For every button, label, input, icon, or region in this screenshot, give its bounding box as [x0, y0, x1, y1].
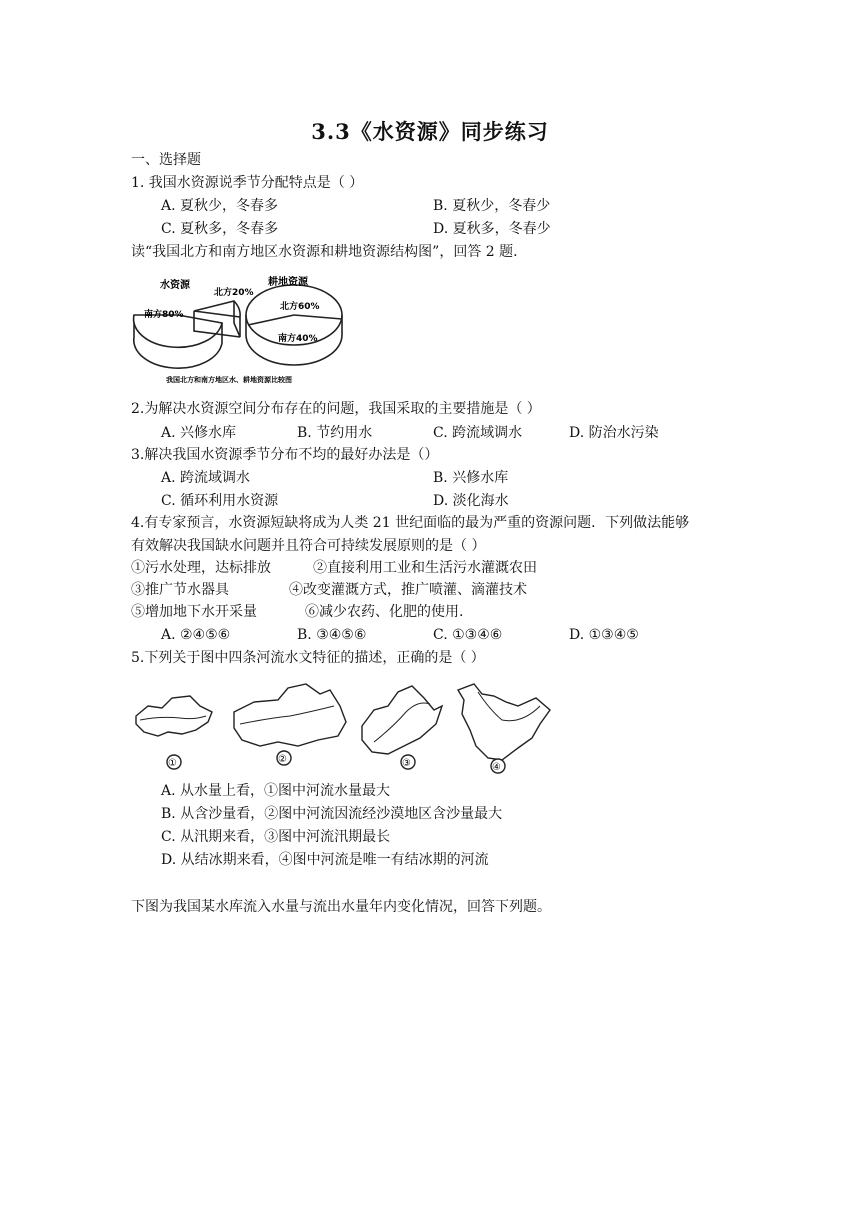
q5-stem: 5.下列关于图中四条河流水文特征的描述，正确的是（ ）: [131, 650, 485, 666]
q1-option-c: C. 夏秋多，冬春多: [161, 221, 279, 237]
pie-right-south: 南方40%: [278, 334, 318, 344]
q5-option-c: C. 从汛期来看，③图中河流汛期最长: [161, 829, 391, 845]
q4-stem-line1: 4.有专家预言，水资源短缺将成为人类 21 世纪面临的最为严重的资源问题．下列做法能够: [131, 515, 690, 531]
read-intro: 读“我国北方和南方地区水资源和耕地资源结构图”，回答 2 题.: [131, 244, 518, 260]
river-maps-figure: [130, 676, 552, 774]
q5-option-d: D. 从结冰期来看，④图中河流是唯一有结冰期的河流: [161, 852, 489, 868]
q4-option-b: B. ③④⑤⑥: [297, 627, 367, 643]
q4-stem-line2: 有效解决我国缺水问题并且符合可持续发展原则的是（ ）: [131, 538, 486, 554]
q3-stem: 3.解决我国水资源季节分布不均的最好办法是（）: [131, 447, 439, 463]
q4-item-5: ⑤增加地下水开采量: [131, 604, 257, 620]
q3-option-a: A. 跨流域调水: [161, 470, 251, 486]
q4-item-2: ②直接利用工业和生活污水灌溉农田: [313, 560, 537, 576]
final-intro: 下图为我国某水库流入水量与流出水量年内变化情况，回答下列题。: [131, 899, 551, 915]
q5-option-b: B. 从含沙量看，②图中河流因流经沙漠地区含沙量最大: [161, 806, 503, 822]
page-title: 3.3《水资源》同步练习: [311, 119, 549, 144]
q3-option-c: C. 循环利用水资源: [161, 493, 279, 509]
pie-left-title: 水资源: [160, 280, 190, 291]
q1-option-d: D. 夏秋多，冬春少: [433, 221, 551, 237]
water-farmland-pie-figure: [130, 271, 350, 389]
q2-option-c: C. 跨流域调水: [433, 425, 523, 441]
q1-option-a: A. 夏秋少，冬春多: [161, 198, 279, 214]
q2-option-a: A. 兴修水库: [161, 425, 237, 441]
q4-item-1: ①污水处理，达标排放: [131, 560, 271, 576]
q3-option-b: B. 兴修水库: [433, 470, 509, 486]
q1-stem: 1. 我国水资源说季节分配特点是（ ）: [131, 175, 364, 191]
map-label-1: ①: [168, 758, 177, 769]
q2-option-d: D. 防治水污染: [569, 425, 659, 441]
q4-option-d: D. ①③④⑤: [569, 627, 639, 643]
pie-right-title: 耕地资源: [268, 277, 308, 288]
map-label-3: ③: [402, 758, 411, 769]
pie-left-north: 北方20%: [214, 288, 254, 298]
pie-caption: 我国北方和南方地区水、耕地资源比较图: [166, 376, 292, 384]
map-label-2: ②: [278, 754, 287, 765]
q4-option-c: C. ①③④⑥: [433, 627, 503, 643]
q3-option-d: D. 淡化海水: [433, 493, 509, 509]
pie-right-north: 北方60%: [280, 302, 320, 312]
q2-stem: 2.为解决水资源空间分布存在的问题，我国采取的主要措施是（ ）: [131, 401, 541, 417]
q4-option-a: A. ②④⑤⑥: [161, 627, 231, 643]
pie-left-south: 南方80%: [144, 310, 184, 320]
q4-item-6: ⑥减少农药、化肥的使用.: [305, 604, 464, 620]
section-heading: 一、选择题: [131, 152, 201, 168]
map-label-4: ④: [492, 762, 501, 773]
q5-option-a: A. 从水量上看，①图中河流水量最大: [161, 783, 391, 799]
q4-item-4: ④改变灌溉方式，推广喷灌、滴灌技术: [289, 582, 527, 598]
q4-item-3: ③推广节水器具: [131, 582, 229, 598]
q2-option-b: B. 节约用水: [297, 425, 373, 441]
q1-option-b: B. 夏秋少，冬春少: [433, 198, 551, 214]
